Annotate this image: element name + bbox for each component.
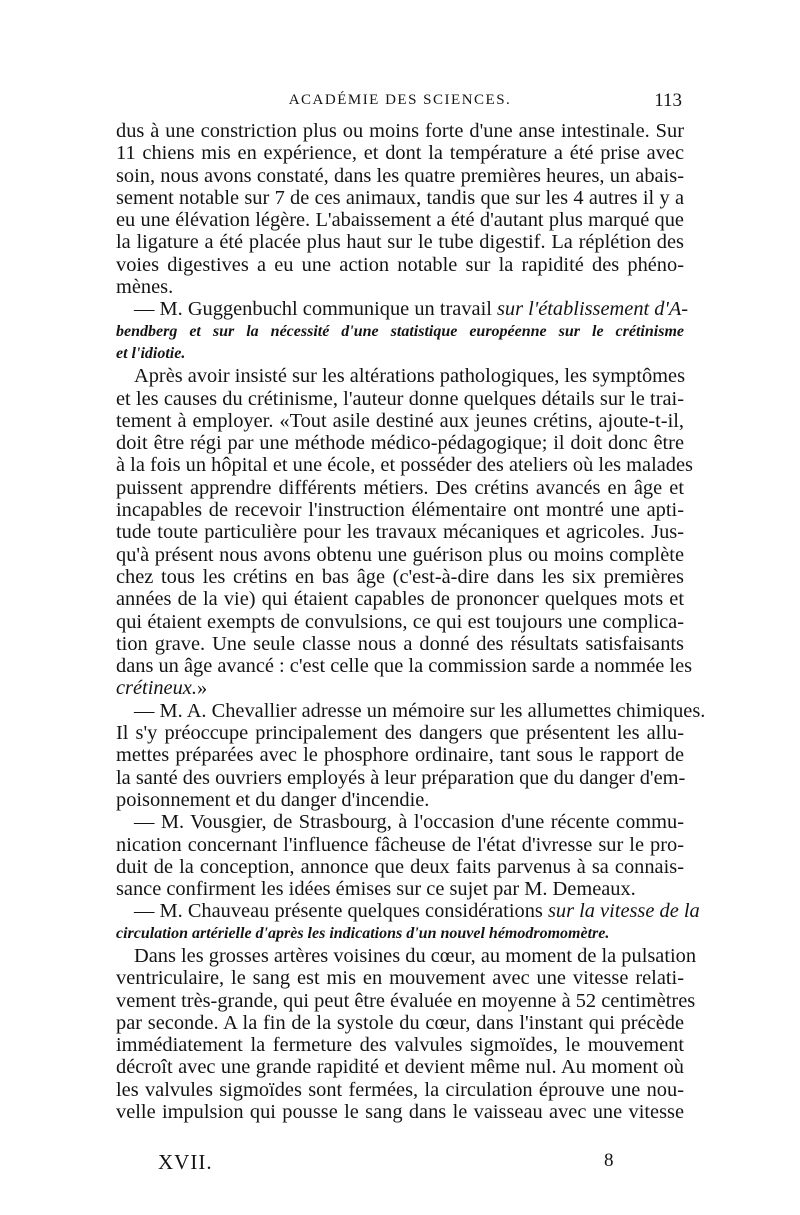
text-line [116, 1101, 684, 1123]
text-segment: immédiatement la fermeture des valvules sigmoïdes, le mouvement [116, 1034, 684, 1057]
text-line [116, 209, 684, 231]
page-header [0, 92, 800, 120]
text-segment: la santé des ouvriers employés à leur préparation que du danger d'em- [116, 766, 686, 789]
text-line [116, 655, 693, 678]
text-line [116, 744, 684, 766]
running-title: ACADÉMIE DES SCIENCES. [288, 92, 512, 108]
italic-text-segment: crétineux. [116, 677, 197, 700]
text-segment: qu'à présent nous avons obtenu une guérison plus ou moins complète [116, 543, 684, 566]
text-line [116, 923, 684, 945]
text-line [116, 142, 684, 164]
text-segment: 11 chiens mis en expérience, et dont la température a été prise avec [116, 142, 684, 165]
text-line [116, 633, 684, 655]
text-line [116, 900, 700, 923]
text-line [116, 811, 684, 833]
text-segment: eu une élévation légère. L'abaissement a été d'autant plus marqué que [116, 209, 684, 232]
text-segment: vement très-grande, qui peut être évaluée en moyenne à 52 centimètres [116, 989, 696, 1012]
text-segment: les valvules sigmoïdes sont fermées, la circulation éprouve une nou- [116, 1078, 684, 1101]
signature-mark: XVII. [158, 1150, 213, 1174]
text-segment: — M. Chauveau présente quelques considérations [134, 900, 548, 923]
text-segment: mettes préparées avec le phosphore ordinaire, tant sous le rapport de [116, 744, 684, 767]
italic-text-segment: sur l'établissement d'A- [497, 298, 689, 321]
text-segment: par seconde. A la fin de la systole du cœur, dans l'instant qui précède [116, 1011, 684, 1034]
text-line [116, 699, 706, 722]
text-line [116, 767, 684, 789]
text-line [116, 588, 684, 610]
text-segment: » [196, 677, 208, 700]
text-segment: décroît avec une grande rapidité et devient même nul. Au moment où [116, 1056, 684, 1079]
text-segment: Dans les grosses artères voisines du cœur, au moment de la pulsation [134, 944, 697, 967]
text-line [116, 187, 684, 209]
text-line [116, 677, 684, 699]
text-line [116, 432, 684, 454]
text-line [116, 365, 684, 387]
text-line [116, 343, 684, 365]
text-segment: dans un âge avancé : c'est celle que la commission sarde a nommée les [116, 655, 693, 678]
italic-text-segment: bendberg et sur la nécessité d'une statistique européenne sur le crétinisme [116, 322, 684, 340]
text-segment: tude toute particulière pour les travaux mécaniques et agricoles. Jus- [116, 521, 684, 544]
text-segment: incapables de recevoir l'instruction élémentaire ont montré une apti- [116, 499, 684, 522]
text-segment: mènes. [116, 276, 174, 299]
text-segment: à la fois un hôpital et une école, et posséder des ateliers où les malades [116, 454, 693, 477]
text-segment: années de la vie) qui étaient capables de prononcer quelques mots et [116, 588, 684, 611]
text-line [116, 1012, 684, 1034]
text-line [116, 276, 684, 298]
text-line [116, 566, 684, 588]
text-line [116, 611, 684, 633]
text-line [116, 410, 684, 432]
text-line [116, 878, 684, 900]
text-segment: soin, nous avons constaté, dans les quatre premières heures, un abais- [116, 164, 684, 187]
text-line [116, 1079, 684, 1101]
text-segment: sement notable sur 7 de ces animaux, tandis que sur les 4 autres il y a [116, 186, 684, 209]
text-segment: la ligature a été placée plus haut sur le tube digestif. La réplétion des [116, 231, 684, 254]
text-segment: ventriculaire, le sang est mis en mouvement avec une vitesse relati- [116, 967, 684, 990]
text-segment: nication concernant l'influence fâcheuse de l'état d'ivresse sur le pro- [116, 833, 684, 856]
text-segment: qui étaient exempts de convulsions, ce qui est toujours une complica- [116, 610, 684, 633]
text-segment: et les causes du crétinisme, l'auteur donne quelques détails sur le trai- [116, 387, 684, 410]
page-number: 113 [654, 90, 682, 111]
text-segment: doit être régi par une méthode médico-pédagogique; il doit donc être [116, 432, 684, 455]
text-segment: dus à une constriction plus ou moins forte d'une anse intestinale. Sur [116, 120, 684, 142]
text-line [116, 856, 684, 878]
text-line [116, 388, 684, 410]
text-line [116, 834, 684, 856]
text-line [116, 789, 684, 811]
text-line [116, 544, 684, 566]
text-line [116, 120, 684, 142]
text-segment: poisonnement et du danger d'incendie. [116, 788, 430, 811]
text-line [116, 499, 684, 521]
italic-text-segment: sur la vitesse de la [547, 900, 700, 923]
text-line [116, 967, 684, 989]
text-line [116, 321, 684, 343]
page-footer [0, 1150, 800, 1180]
text-line [116, 1056, 684, 1078]
text-segment: sance confirment les idées émises sur ce sujet par M. Demeaux. [116, 878, 636, 901]
italic-text-segment: et l'idiotie. [116, 344, 186, 362]
text-segment: Il s'y préoccupe principalement des dangers que présentent les allu- [116, 722, 684, 745]
text-line [116, 1034, 684, 1056]
text-segment: tion grave. Une seule classe nous a donné des résultats satisfaisants [116, 632, 684, 655]
text-line [116, 477, 684, 499]
text-segment: — M. A. Chevallier adresse un mémoire sur les allumettes chimiques. [134, 699, 706, 722]
text-segment: chez tous les crétins en bas âge (c'est-à-dire dans les six premières [116, 565, 684, 588]
body-text [116, 120, 706, 1124]
text-line [116, 165, 684, 187]
text-segment: Après avoir insisté sur les altérations pathologiques, les symptômes [134, 365, 686, 388]
text-line [116, 231, 684, 253]
text-line [116, 521, 684, 543]
text-segment: voies digestives a eu une action notable sur la rapidité des phéno- [116, 253, 684, 276]
text-segment: puissent apprendre différents métiers. Des crétins avancés en âge et [116, 476, 684, 499]
text-line [116, 989, 696, 1012]
text-segment: velle impulsion qui pousse le sang dans le vaisseau avec une vitesse [116, 1101, 684, 1124]
text-segment: — M. Vousgier, de Strasbourg, à l'occasion d'une récente commu- [134, 811, 684, 834]
text-line [116, 254, 684, 276]
text-segment: tement à employer. «Tout asile destiné aux jeunes crétins, ajoute-t-il, [116, 409, 684, 432]
text-line [116, 722, 684, 744]
text-line [116, 454, 693, 477]
sheet-number: 8 [604, 1150, 614, 1171]
text-line [116, 298, 689, 321]
text-line [116, 944, 697, 967]
text-segment: duit de la conception, annonce que deux faits parvenus à sa connais- [116, 855, 684, 878]
italic-text-segment: circulation artérielle d'après les indications d'un nouvel hémodromomètre. [116, 924, 610, 942]
text-segment: — M. Guggenbuchl communique un travail [134, 298, 497, 321]
